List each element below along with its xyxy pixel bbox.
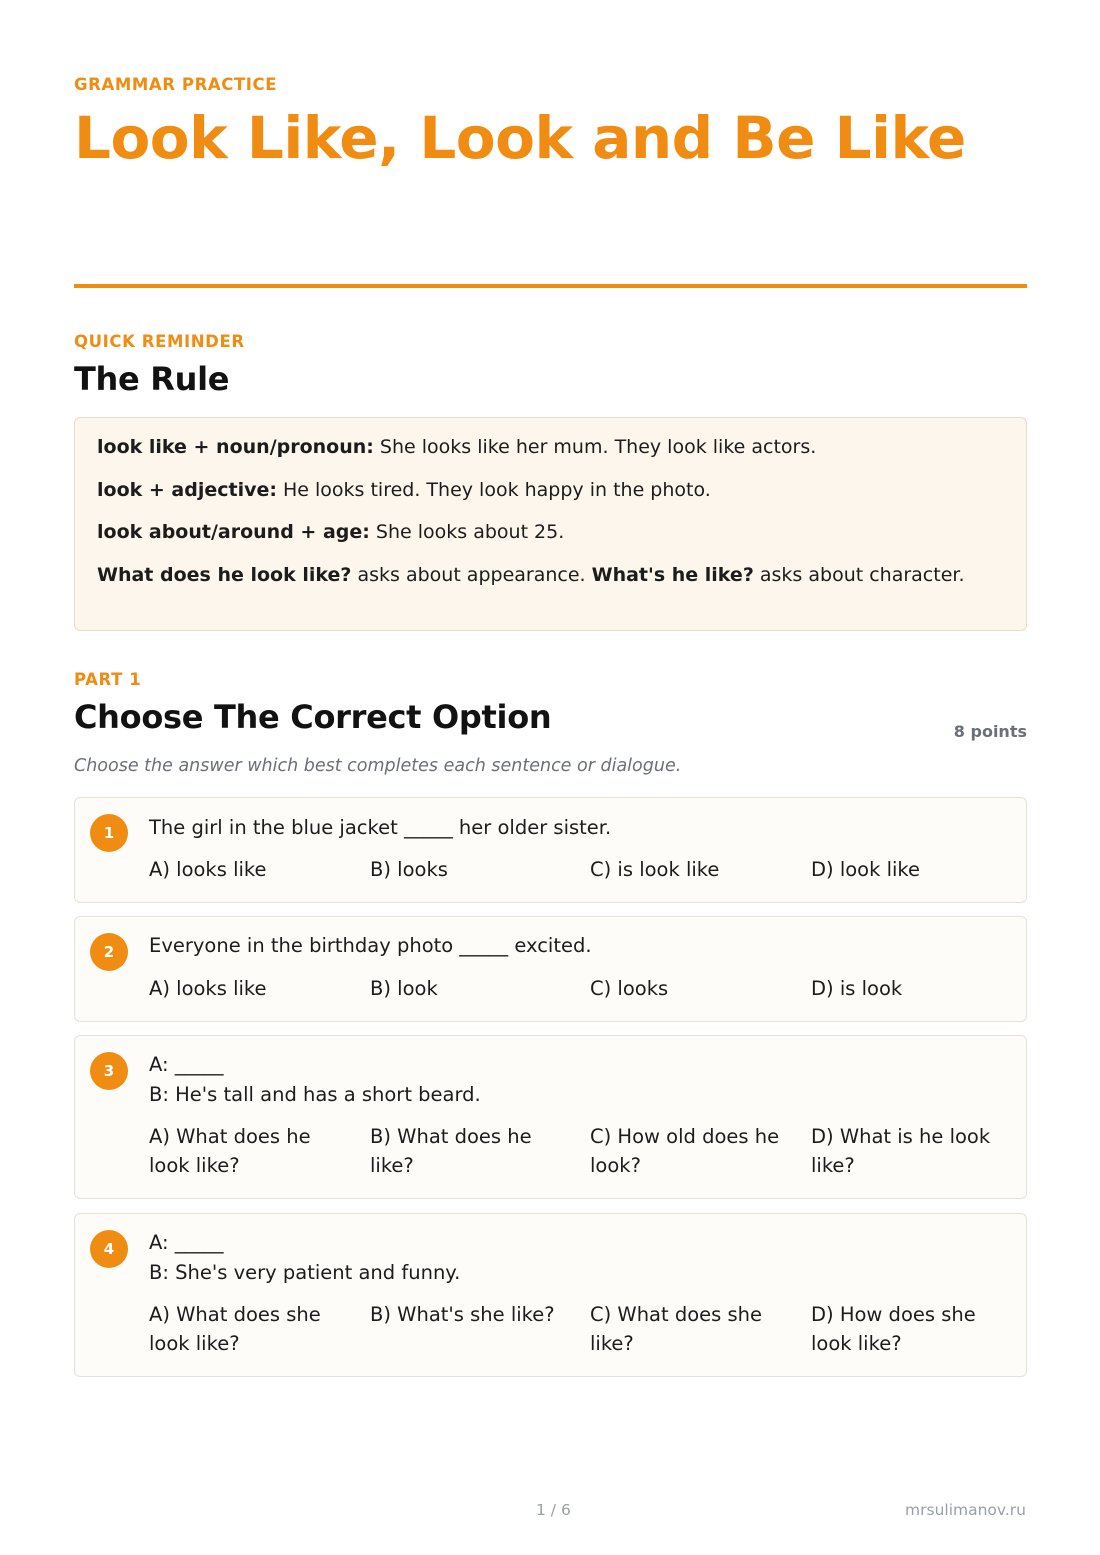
option-c[interactable]: C) How old does he look?	[590, 1125, 780, 1177]
question-stem: A: _____	[149, 1053, 224, 1076]
part1-instructions: Choose the answer which best completes each sentence or dialogue.	[74, 756, 682, 776]
rule-line-4: What does he look like? asks about appearance. What's he like? asks about character.	[97, 563, 965, 586]
option-a[interactable]: A) What does she look like?	[149, 1303, 321, 1355]
option-b[interactable]: B) What's she like?	[370, 1303, 555, 1326]
question-card	[74, 1035, 1027, 1199]
question-stem-response: B: She's very patient and funny.	[149, 1261, 461, 1284]
question-number: 3	[90, 1052, 128, 1090]
question-number: 1	[90, 814, 128, 852]
question-stem: The girl in the blue jacket _____ her older sister.	[149, 816, 612, 839]
option-d[interactable]: D) What is he look like?	[811, 1125, 991, 1177]
part1-kicker: PART 1	[74, 670, 142, 689]
option-d[interactable]: D) is look	[811, 977, 903, 1000]
option-c[interactable]: C) What does she like?	[590, 1303, 763, 1355]
question-card	[74, 916, 1027, 1022]
part1-heading: Choose The Correct Option	[74, 698, 552, 736]
reminder-heading: The Rule	[74, 360, 230, 398]
option-b[interactable]: B) What does he like?	[370, 1125, 532, 1177]
site-link[interactable]: mrsulimanov.ru	[905, 1501, 1026, 1519]
rule-box	[74, 417, 1027, 631]
rule-line-3: look about/around + age: She looks about 25.	[97, 521, 565, 543]
question-number: 4	[90, 1230, 128, 1268]
option-a[interactable]: A) What does he look like?	[149, 1125, 311, 1177]
page-number: 1 / 6	[536, 1501, 571, 1519]
page-title: Look Like, Look and Be Like	[74, 104, 966, 172]
question-number: 2	[90, 933, 128, 971]
option-c[interactable]: C) is look like	[590, 858, 720, 881]
option-d[interactable]: D) How does she look like?	[811, 1303, 976, 1355]
option-a[interactable]: A) looks like	[149, 858, 267, 881]
question-stem: Everyone in the birthday photo _____ excited.	[149, 934, 592, 957]
header-kicker: GRAMMAR PRACTICE	[74, 75, 278, 94]
question-card	[74, 1213, 1027, 1377]
question-stem: A: _____	[149, 1231, 224, 1254]
points-badge: 8 points	[953, 722, 1027, 741]
title-divider	[74, 284, 1027, 288]
option-b[interactable]: B) look	[370, 977, 438, 1000]
rule-line-2: look + adjective: He looks tired. They look happy in the photo.	[97, 478, 711, 501]
option-a[interactable]: A) looks like	[149, 977, 267, 1000]
rule-line-1: look like + noun/pronoun: She looks like her mum. They look like actors.	[97, 436, 817, 458]
question-card	[74, 797, 1027, 903]
option-b[interactable]: B) looks	[370, 858, 448, 881]
option-c[interactable]: C) looks	[590, 977, 669, 1000]
option-d[interactable]: D) look like	[811, 858, 921, 881]
reminder-kicker: QUICK REMINDER	[74, 332, 245, 351]
question-stem-response: B: He's tall and has a short beard.	[149, 1083, 481, 1106]
